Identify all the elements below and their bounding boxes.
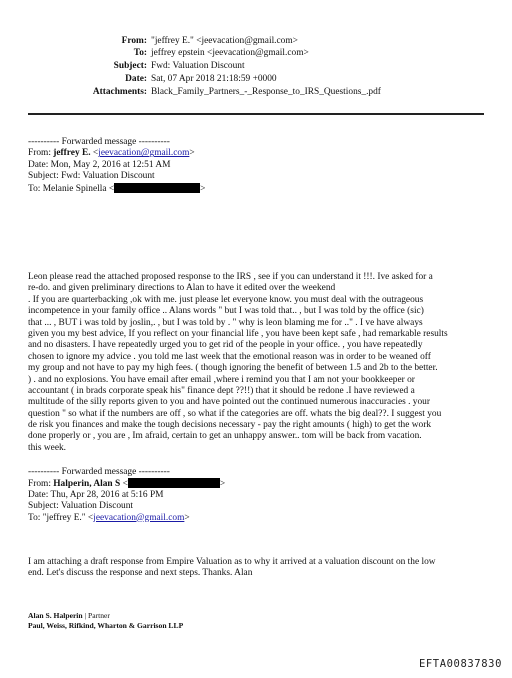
body-text-line: incompetence in your family office .. Alans words " but I was told that.. , but I was told by the office (sic) [28,306,424,317]
signature-title: Partner [87,611,110,620]
forwarded-message-1 [28,137,205,194]
signature-name: Alan S. Halperin [28,611,83,620]
email-bracket: < [120,479,128,490]
forward-to-line [28,513,225,524]
body-text-line: de risk you finances and make the tough decisions necessary - pay the right amounts ( high) to get the work [28,420,432,431]
signature-separator: | [82,611,88,620]
forward-divider: ---------- Forwarded message ---------- [28,137,170,147]
email-bracket: > [219,479,226,490]
header-date-value: Sat, 07 Apr 2018 21:18:59 +0000 [151,74,277,84]
body-text-line: Leon please read the attached proposed response to the IRS , see if you can understand it !!!. Ive asked for a [28,272,433,282]
body-text-line: question " so what if the numbers are off , so what if the categories are off. whats the big deal??. I suggest you [28,408,442,419]
header-divider [28,113,484,115]
forward-date-line: Date: Thu, Apr 28, 2016 at 5:16 PM [28,489,164,500]
email-bracket: > [184,512,190,523]
signature-firm: Paul, Weiss, Rifkind, Wharton & Garrison LLP [28,621,184,630]
to-prefix: To: Melanie Spinella < [28,183,115,194]
header-to-label: To: [133,48,147,58]
body-text-line: this week. [28,442,67,453]
signature-block [28,611,183,631]
from-prefix: From: [28,148,54,159]
attachment-link[interactable]: Black_Family_Partners_-_Response_to_IRS_Questions_.pdf [151,87,381,97]
email-bracket: > [189,148,195,159]
body-text-line: accountant ( in brads corporate speak his" finance dept ??!!) that it should be redone .I have reviewed a [28,385,415,396]
body-text-line: multitude of the silly reports given to you and have pointed out the continued numerous inaccuracies . your [28,397,430,408]
email-bracket: > [200,183,206,194]
body-text-line: . If you are quarterbacking ,ok with me. just please let everyone know. you must deal with the outrageous [28,294,424,305]
forward-from-line [28,148,205,159]
email-bracket: < [90,148,99,159]
body-text-line: given you my best advice, If you reflect on your financial life , you have been kept safe , had remarkable results [28,328,448,339]
message-body-1 [28,272,448,454]
body-text-line: done properly or , you are , Im afraid, certain to get an unhappy answer.. tom will be back from vacation. [28,431,422,442]
forward-subject-line: Subject: Fwd: Valuation Discount [28,171,155,182]
forward-from-line [28,478,225,489]
forward-subject-line: Subject: Valuation Discount [28,501,134,512]
sender-name: jeffrey E. [53,148,91,159]
header-subject-label: Subject: [113,61,147,71]
redaction-box [128,478,220,488]
forward-divider: ---------- Forwarded message ---------- [28,467,170,477]
sender-email-link[interactable]: jeevacation@gmail.com [98,148,190,159]
header-from-label: From: [121,36,147,46]
body-text-line: chosen to ignore my advice . you told me last week that the emotional reason was in order to be weaned off [28,351,431,362]
bates-number: EFTA00837830 [418,658,502,670]
forwarded-message-2 [28,467,225,524]
header-subject-value: Fwd: Valuation Discount [151,61,245,71]
body-text-line: I am attaching a draft response from Empire Valuation as to why it arrived at a valuation discount on the low [28,557,436,567]
recipient-email-link[interactable]: jeevacation@gmail.com [93,512,185,523]
forward-date-line: Date: Mon, May 2, 2016 at 12:51 AM [28,159,171,170]
to-prefix: To: "jeffrey E." < [28,512,94,523]
sender-name: Halperin, Alan S [53,479,121,490]
body-text-line: that ... , BUT i was told by joslin,. , but I was told by . " why is leon blaming me for .." . I ve have always [28,317,423,328]
body-text-line: end. Let's discuss the response and next steps. Thanks. Alan [28,568,253,579]
header-from-value[interactable]: "jeffrey E." <jeevacation@gmail.com> [151,36,298,46]
header-date-label: Date: [125,74,147,84]
body-text-line: re-do. and given preliminary directions to Alan to have it edited over the weekend [28,283,336,294]
from-prefix: From: [28,479,54,490]
header-to-value[interactable]: jeffrey epstein <jeevacation@gmail.com> [151,48,309,58]
body-text-line: ) . and no explosions. You have email after email ,where i remind you that I am not your bookkeeper or [28,374,415,385]
message-body-2 [28,557,436,580]
redaction-box [114,183,200,193]
signature-line [28,611,183,621]
forward-to-line [28,183,205,194]
body-text-line: and no disasters. I have repeatedly urged you to get rid of the people in your office. , you have repeatedly [28,340,423,351]
header-attachments-label: Attachments: [92,87,147,97]
body-text-line: my group and not have to pay my high fees. ( though ignoring the benefit of between 1.5 and 2b to the better. [28,363,438,374]
